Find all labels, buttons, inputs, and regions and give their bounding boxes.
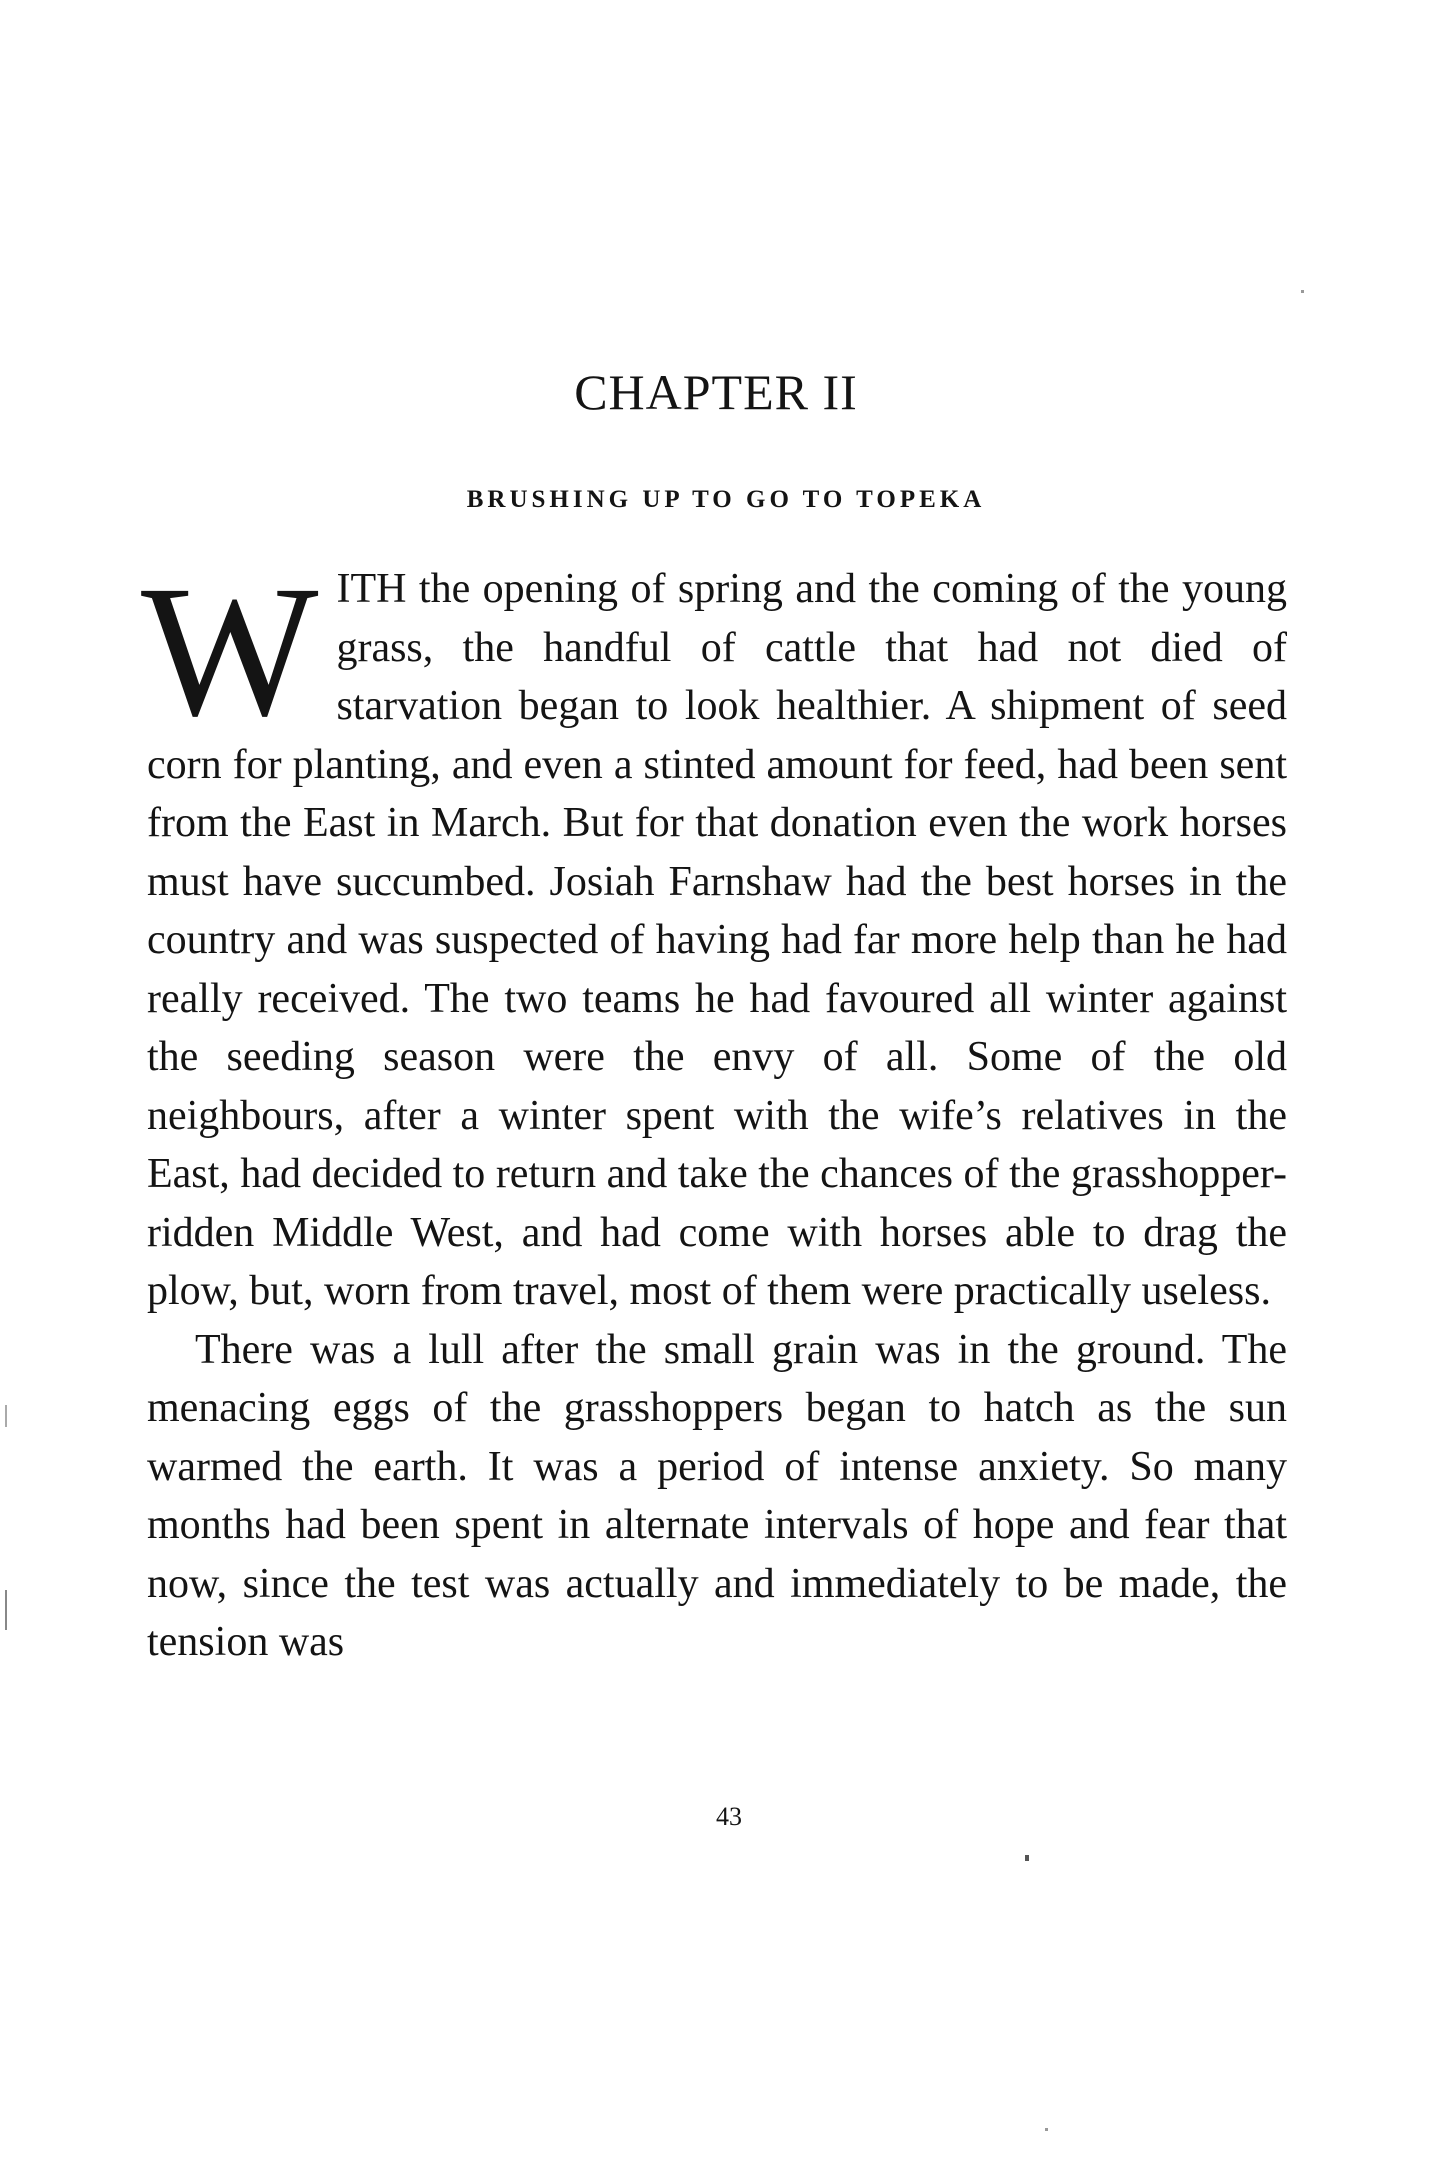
paragraph-1 bbox=[141, 546, 1287, 1321]
scan-speck bbox=[1025, 1855, 1029, 1861]
scan-speck bbox=[5, 1590, 7, 1630]
chapter-subtitle: BRUSHING UP TO GO TO TOPEKA bbox=[466, 486, 986, 513]
paragraph-2: There was a lull after the small grain was in the ground. The menacing eggs of the grasshoppers began to hatch as the sun warmed the earth. It was a period of intense anxiety. So many months had been spent in alternate intervals of hope and fear that now, since the test was actually and immediately to be made, the tension was bbox=[147, 1326, 1287, 1665]
drop-cap: W bbox=[141, 546, 319, 755]
page-number: 43 bbox=[716, 1802, 742, 1831]
scan-speck bbox=[5, 1405, 7, 1427]
chapter-heading: CHAPTER II bbox=[574, 364, 858, 420]
scan-speck bbox=[1045, 2128, 1048, 2131]
paragraph-1-text: ITH the opening of spring and the coming of the young grass, the handful of cattle that had not died of starvation began to look healthier. A shipment of seed corn for planting, and even a stinted amount for feed, had been sent from the East in March. But for that donation even the work horses must have succumbed. Josiah Farnshaw had the best horses in the country and was suspected of having had far more help than he had really received. The two teams he had favoured all winter against the seeding season were the envy of all. Some of the old neighbours, after a winter spent with the wife’s relatives in the East, had decided to return and take the chances of the grasshopper-ridden Middle West, and had come with horses able to drag the plow, but, worn from travel, most of them were practically useless. bbox=[147, 566, 1287, 1314]
body-text bbox=[141, 546, 1287, 1672]
scan-speck bbox=[1301, 290, 1304, 293]
